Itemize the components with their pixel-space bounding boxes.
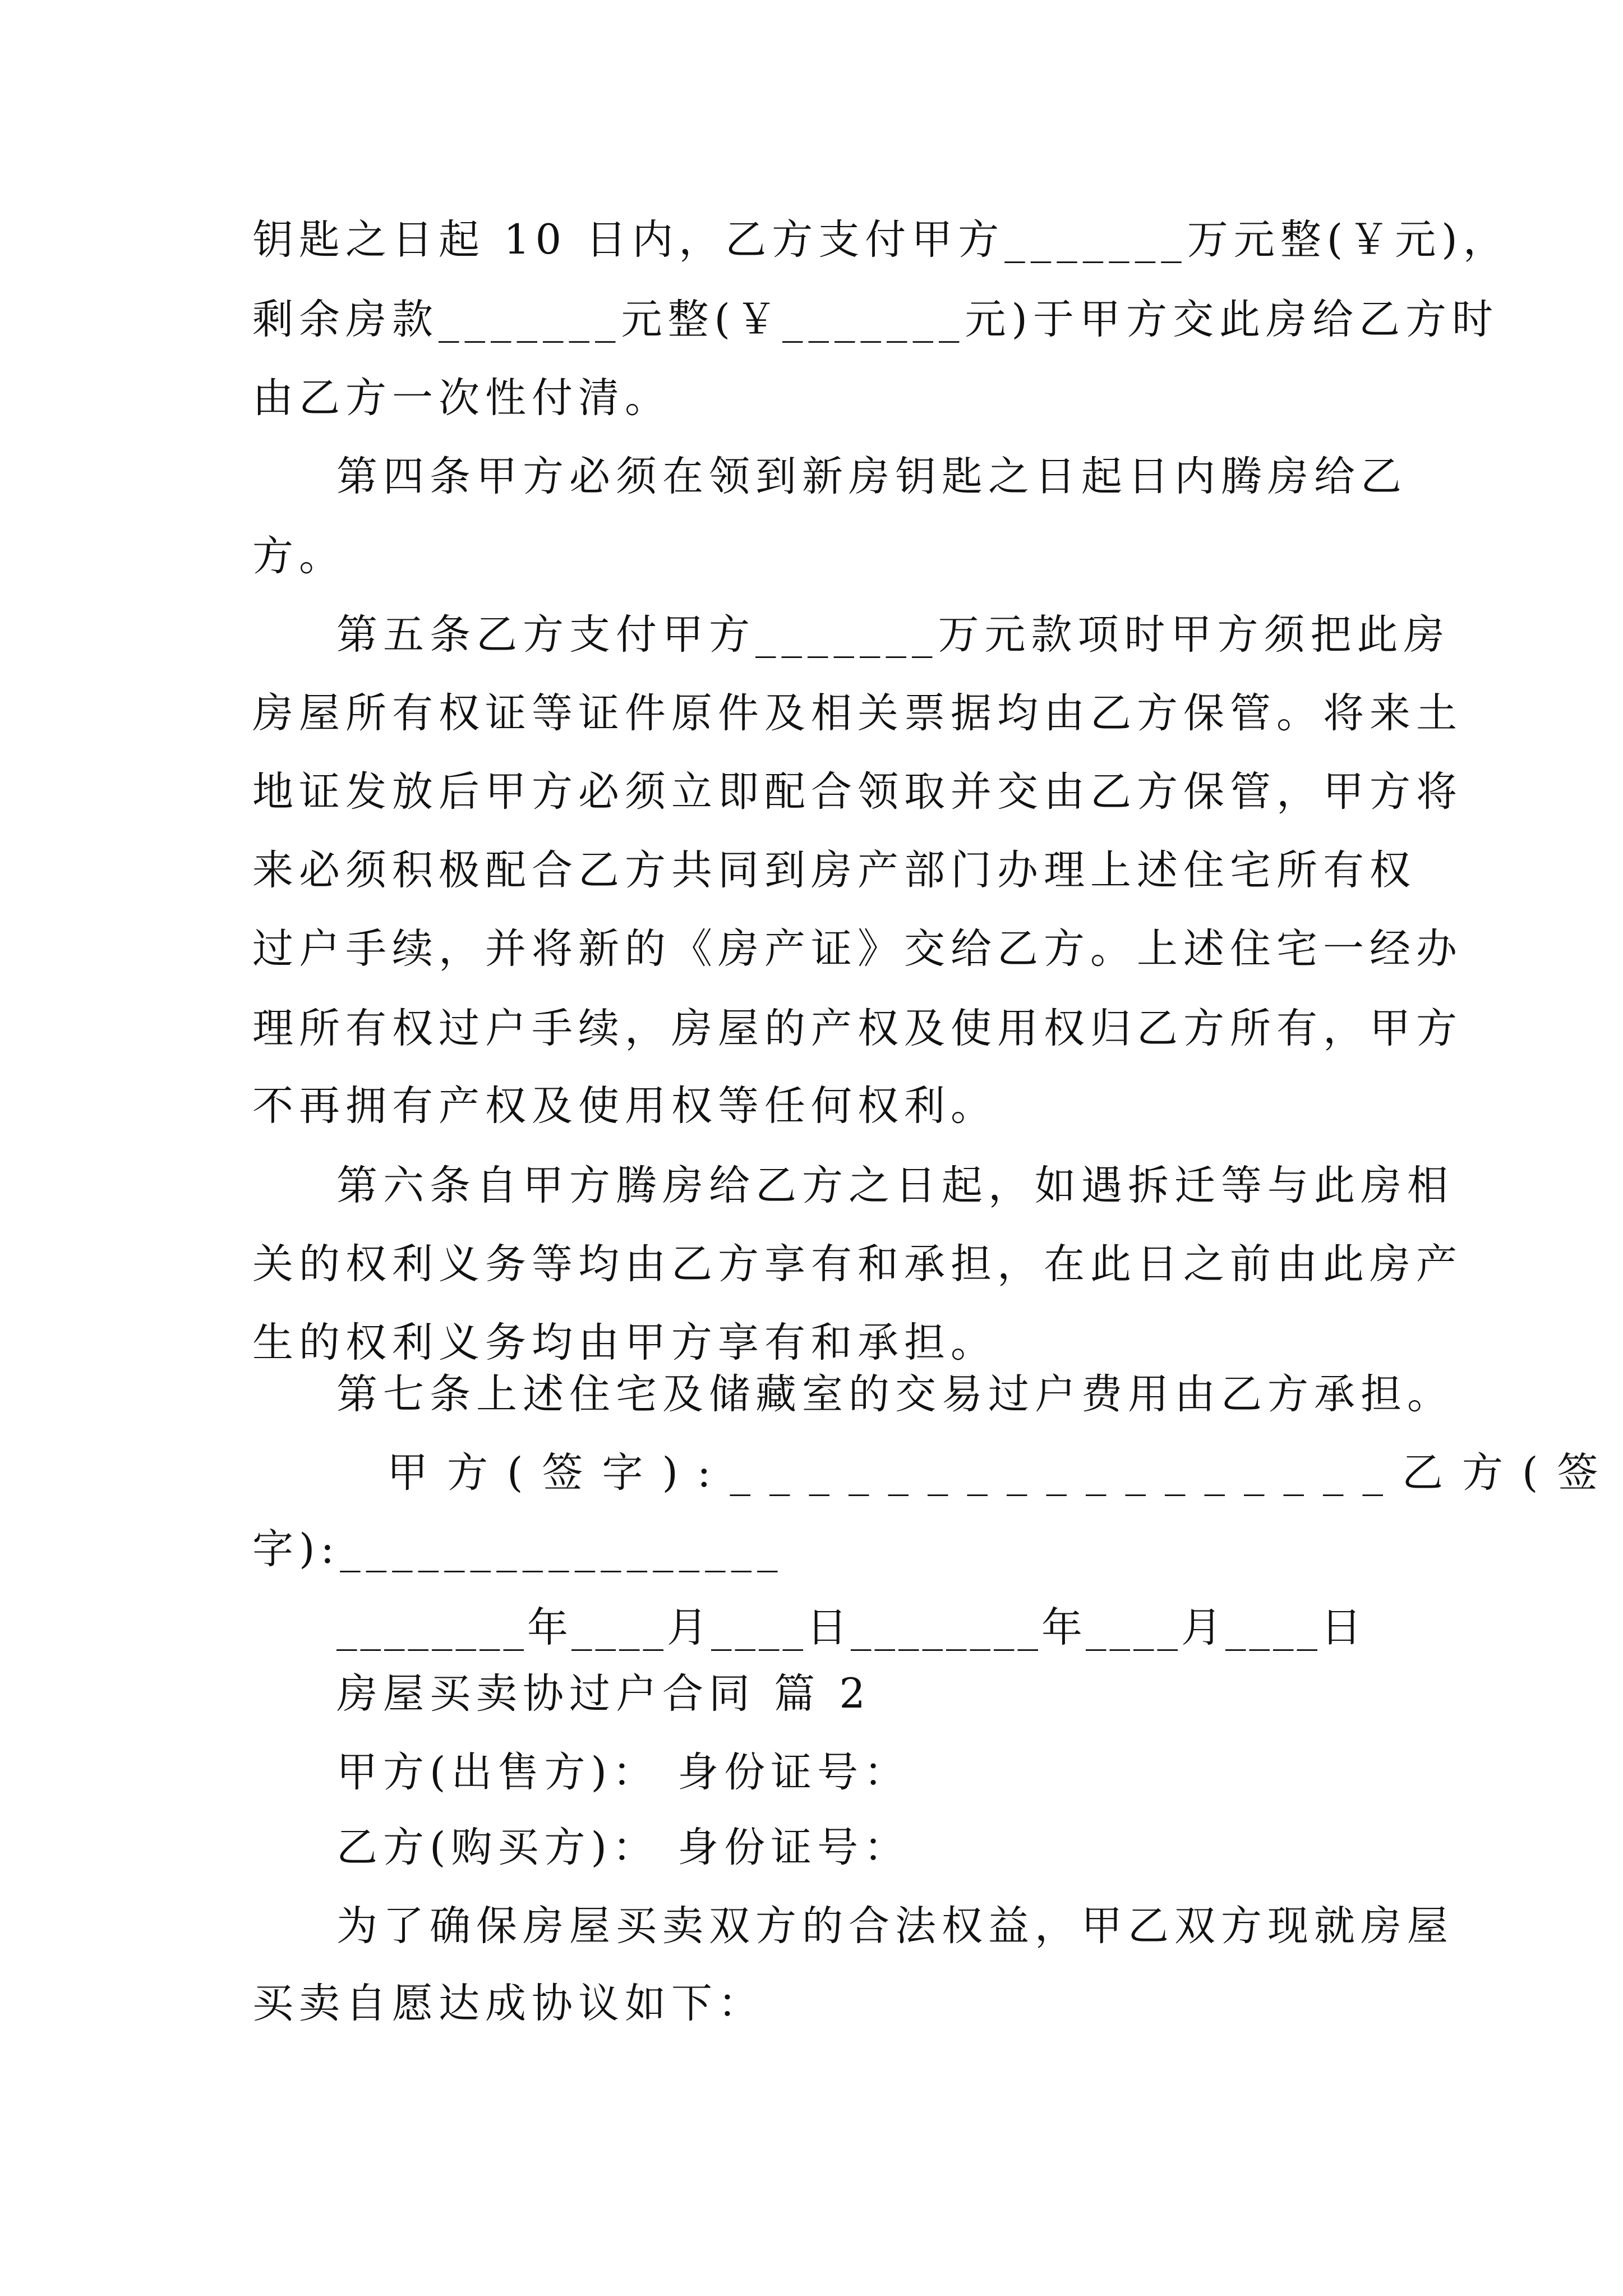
text-line: 乙方(购买方)： 身份证号： xyxy=(336,1824,911,1871)
text-line: 剩余房款_______元整(￥_______元)于甲方交此房给乙方时 xyxy=(252,296,1498,343)
date-line: ________年____月____日________年____月____日 xyxy=(336,1604,1365,1651)
text-line: 生的权利义务均由甲方享有和承担。 xyxy=(252,1319,997,1366)
text-line: 为了确保房屋买卖双方的合法权益，甲乙双方现就房屋 xyxy=(336,1902,1454,1950)
text-line: 由乙方一次性付清。 xyxy=(252,374,671,422)
text-line: 地证发放后甲方必须立即配合领取并交由乙方保管，甲方将 xyxy=(252,768,1463,816)
text-line: 第六条自甲方腾房给乙方之日起，如遇拆迁等与此房相 xyxy=(336,1162,1454,1209)
text-line: 理所有权过户手续，房屋的产权及使用权归乙方所有，甲方 xyxy=(252,1005,1463,1052)
signature-line: 字):_________________ xyxy=(252,1525,783,1573)
text-line: 第五条乙方支付甲方_______万元款项时甲方须把此房 xyxy=(336,611,1450,659)
text-line: 来必须积极配合乙方共同到房产部门办理上述住宅所有权 xyxy=(252,846,1416,894)
text-line: 第四条甲方必须在领到新房钥匙之日起日内腾房给乙 xyxy=(336,453,1407,500)
text-line: 钥匙之日起 10 日内，乙方支付甲方_______万元整(￥元)， xyxy=(252,216,1510,264)
section-heading: 房屋买卖协过户合同 篇 2 xyxy=(336,1670,871,1718)
text-line: 不再拥有产权及使用权等任何权利。 xyxy=(252,1082,997,1130)
text-line: 关的权利义务等均由乙方享有和承担，在此日之前由此房产 xyxy=(252,1240,1463,1288)
text-line: 甲方(出售方)： 身份证号： xyxy=(336,1749,911,1796)
text-line: 方。 xyxy=(252,532,345,580)
signature-line: 甲方(签字):_________________乙方(签 xyxy=(387,1449,1617,1497)
text-line: 房屋所有权证等证件原件及相关票据均由乙方保管。将来土 xyxy=(252,689,1463,737)
text-line: 买卖自愿达成协议如下： xyxy=(252,1980,764,2027)
text-line: 第七条上述住宅及储藏室的交易过户费用由乙方承担。 xyxy=(336,1370,1454,1418)
text-line: 过户手续，并将新的《房产证》交给乙方。上述住宅一经办 xyxy=(252,925,1463,973)
